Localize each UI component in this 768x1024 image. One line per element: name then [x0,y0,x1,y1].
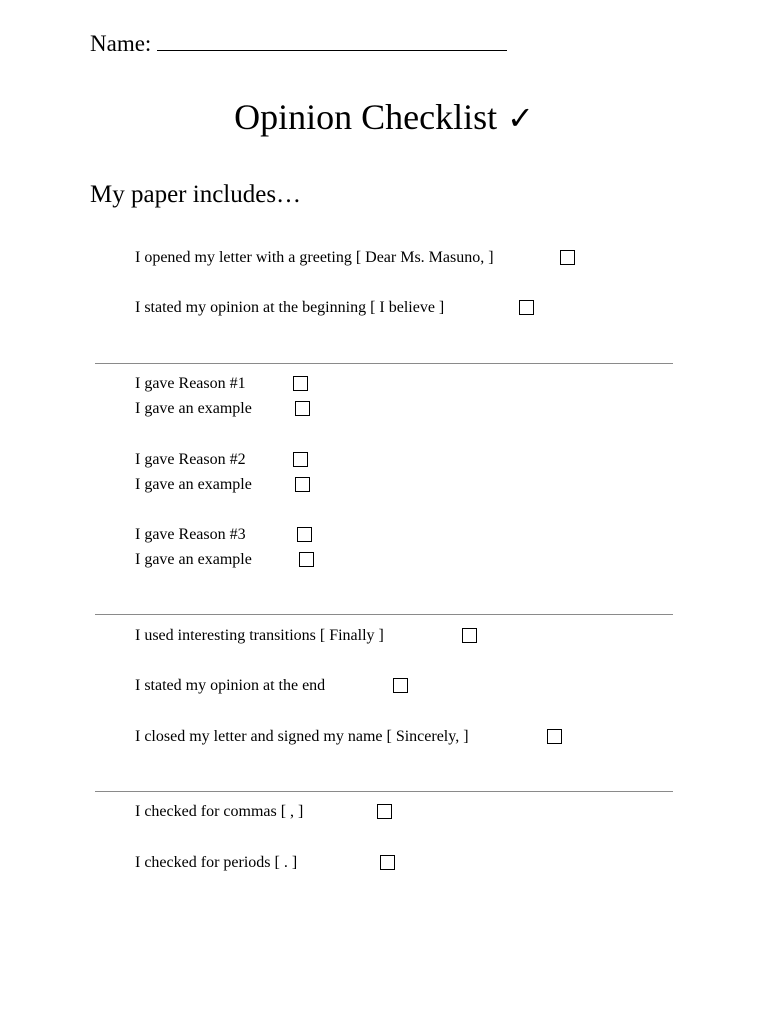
checkbox-example-1[interactable] [295,401,310,416]
check-mark-icon: ✓ [507,99,534,137]
item-label-transitions: I used interesting transitions [ Finally ] [135,627,384,644]
checkbox-transitions[interactable] [462,628,477,643]
name-row [90,28,507,58]
checkbox-example-2[interactable] [295,477,310,492]
checkbox-opinion-end[interactable] [393,678,408,693]
page-title [0,96,768,139]
checkbox-periods[interactable] [380,855,395,870]
item-label-periods: I checked for periods [ . ] [135,854,298,871]
item-label-commas: I checked for commas [ , ] [135,803,304,820]
item-label-opinion-end: I stated my opinion at the end [135,677,326,694]
checkbox-reason-1[interactable] [293,376,308,391]
checkbox-reason-2[interactable] [293,452,308,467]
section-divider [95,363,673,364]
section-divider [95,791,673,792]
section-intro: My paper includes… [90,181,302,208]
item-label-reason-1: I gave Reason #1 [135,375,246,392]
checkbox-reason-3[interactable] [297,527,312,542]
title-text: Opinion Checklist [234,97,498,137]
item-label-example-1: I gave an example [135,400,252,417]
item-label-reason-2: I gave Reason #2 [135,451,246,468]
checkbox-example-3[interactable] [299,552,314,567]
item-label-opinion-beginning: I stated my opinion at the beginning [ I believe ] [135,299,445,316]
item-label-example-2: I gave an example [135,476,252,493]
name-blank-line[interactable] [157,28,507,51]
item-label-greeting: I opened my letter with a greeting [ Dear Ms. Masuno, ] [135,249,494,266]
item-label-example-3: I gave an example [135,551,252,568]
item-label-reason-3: I gave Reason #3 [135,526,246,543]
item-label-closing: I closed my letter and signed my name [ Sincerely, ] [135,728,469,745]
name-label: Name: [90,31,152,56]
checkbox-commas[interactable] [377,804,392,819]
checkbox-greeting[interactable] [560,250,575,265]
checkbox-closing[interactable] [547,729,562,744]
section-divider [95,614,673,615]
checkbox-opinion-beginning[interactable] [519,300,534,315]
